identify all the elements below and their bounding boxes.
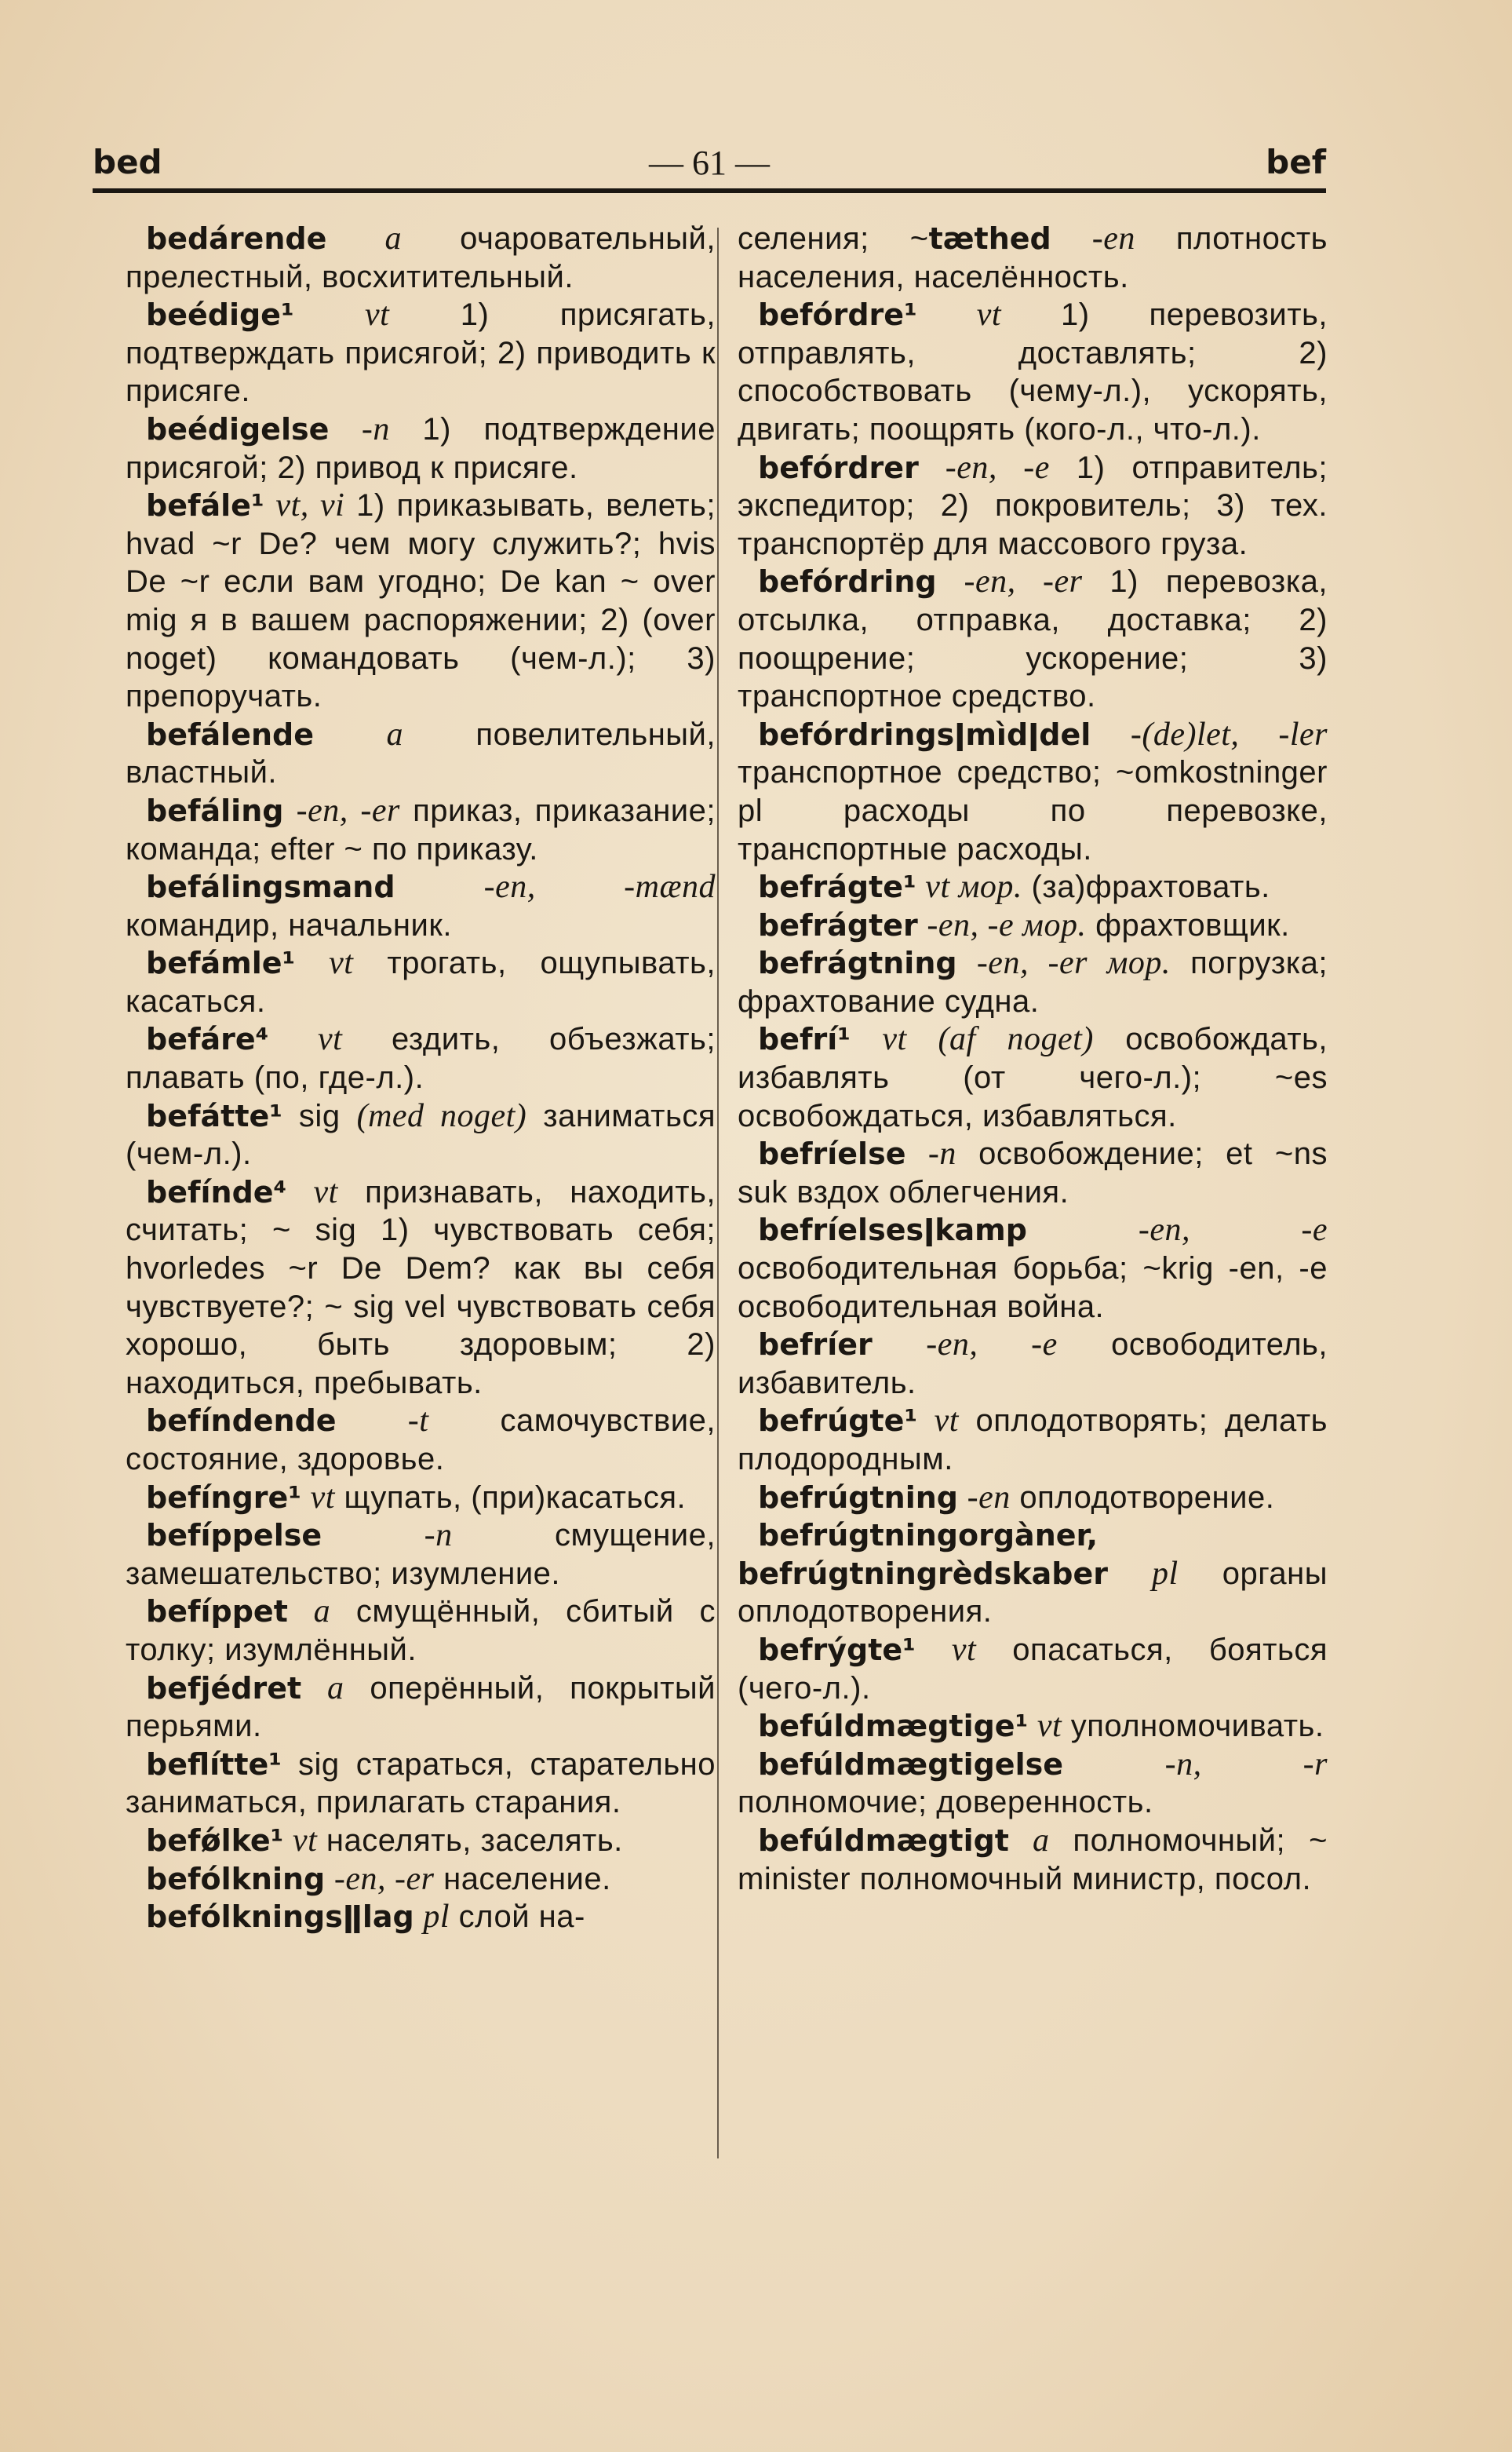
dictionary-entry: befínde⁴ vt признавать, находить, считать; ~ sig 1) чувствовать себя; hvorledes ~r De Dem? как вы себя чувствуете?; ~ sig vel чувствовать себя хорошо, быть здоровым; 2) находиться, пребывать. bbox=[126, 1173, 716, 1400]
entry-headword: beédigelse bbox=[146, 411, 330, 447]
entry-headword: befíngre¹ bbox=[146, 1480, 301, 1515]
grammar-label: -en, -er мор. bbox=[976, 945, 1171, 982]
dictionary-entry: befrágter -en, -e мор. фрахтовщик. bbox=[758, 907, 1290, 943]
grammar-label: -en, -er bbox=[296, 792, 400, 829]
dictionary-entry: befúldmægtigt a полномочный; ~ minister полномочный министр, посол. bbox=[738, 1822, 1328, 1896]
entry-headword: beflítte¹ bbox=[146, 1746, 282, 1782]
entry-headword: befálingsmand bbox=[146, 870, 395, 905]
dictionary-entry: befrýgte¹ vt опасаться, бояться (чего-л.). bbox=[738, 1631, 1328, 1706]
entry-headword: befjédret bbox=[146, 1670, 302, 1706]
entry-headword: befíndende bbox=[146, 1403, 337, 1439]
grammar-label: pl bbox=[1152, 1555, 1179, 1592]
entry-headword: bedárende bbox=[146, 221, 327, 256]
entry-headword: befrí¹ bbox=[758, 1022, 851, 1057]
entry-headword: befrýgte¹ bbox=[758, 1632, 916, 1667]
grammar-label: -en bbox=[1091, 221, 1135, 257]
grammar-label: vt bbox=[1037, 1708, 1062, 1745]
grammar-label: vt (af noget) bbox=[882, 1021, 1094, 1058]
entry-headword: befrágte¹ bbox=[758, 870, 916, 905]
entry-headword: befríelse bbox=[758, 1137, 906, 1172]
grammar-label: -n bbox=[424, 1517, 453, 1554]
dictionary-entry: befríelse -n освобождение; et ~ns suk вздох облегчения. bbox=[738, 1136, 1328, 1210]
dictionary-entry: befíppet a смущённый, сбитый с толку; изумлённый. bbox=[126, 1593, 716, 1667]
grammar-label: vt bbox=[310, 1479, 335, 1516]
entry-headword: befáre⁴ bbox=[146, 1022, 269, 1057]
dictionary-entry: befrágtning -en, -er мор. погрузка; фрахтование судна. bbox=[738, 945, 1328, 1019]
dictionary-entry: befórdre¹ vt 1) перевозить, отправлять, доставлять; 2) способствовать (чему-л.), ускорять, двигать; поощрять (кого-л., что-л.). bbox=[738, 297, 1328, 447]
entry-headword: befínde⁴ bbox=[146, 1174, 287, 1210]
dictionary-entry: befjédret a оперённый, покрытый перьями. bbox=[126, 1669, 716, 1744]
dictionary-entry: befále¹ vt, vi 1) приказывать, велеть; hvad ~r De? чем могу служить?; hvis De ~r если вам угодно; De kan ~ over mig я в вашем распоряжении; 2) (over noget) командовать (чем-л.); 3) препоручать. bbox=[126, 487, 716, 714]
entry-headword: befále¹ bbox=[146, 488, 264, 524]
grammar-label: -en, -er bbox=[333, 1860, 435, 1897]
entry-headword: befólkningsǁlag bbox=[146, 1899, 414, 1935]
header-right-guide-word: bef bbox=[1266, 143, 1326, 181]
grammar-label: a bbox=[327, 1669, 344, 1706]
dictionary-entry: befólkningsǁlag pl слой на- bbox=[146, 1899, 585, 1936]
entry-headword: befólkning bbox=[146, 1861, 326, 1896]
grammar-label: -en, -mænd bbox=[483, 869, 716, 906]
grammar-label: a bbox=[1032, 1822, 1050, 1859]
dictionary-entry: befíndende -t самочувствие, состояние, здоровье. bbox=[126, 1403, 716, 1476]
dictionary-entry: befórdrer -en, -e 1) отправитель; экспедитор; 2) покровитель; 3) тех. транспортёр для массового груза. bbox=[738, 449, 1328, 561]
entry-headword: befórdrer bbox=[758, 450, 919, 485]
grammar-label: -n bbox=[361, 410, 390, 447]
entry-headword: befríer bbox=[758, 1327, 873, 1363]
entry-headword: befúldmægtigelse bbox=[758, 1746, 1063, 1782]
entry-headword: befátte¹ bbox=[146, 1098, 282, 1133]
grammar-label: -n bbox=[927, 1136, 956, 1173]
dictionary-entry: befríer -en, -e освободитель, избавитель. bbox=[738, 1326, 1328, 1400]
grammar-label: vt bbox=[329, 945, 354, 982]
grammar-label: vt мор. bbox=[925, 869, 1022, 906]
dictionary-entry: befátte¹ sig (med noget) заниматься (чем-л.). bbox=[126, 1097, 716, 1172]
right-column bbox=[738, 220, 1328, 1898]
dictionary-entry: beflítte¹ sig стараться, старательно заниматься, прилагать старания. bbox=[126, 1746, 716, 1820]
dictionary-entry: befrúgtningorgàner, befrúgtningrèdskaber pl органы оплодотворения. bbox=[738, 1518, 1328, 1629]
column-divider bbox=[717, 228, 719, 2158]
grammar-label: a bbox=[386, 716, 403, 753]
dictionary-entry: beédige¹ vt 1) присягать, подтверждать присягой; 2) приводить к присяге. bbox=[126, 297, 716, 409]
entry-headword: befíppet bbox=[146, 1594, 288, 1629]
dictionary-entry: befálende a повелительный, властный. bbox=[126, 716, 716, 790]
entry-headword: befrúgtning bbox=[758, 1480, 958, 1515]
grammar-label: vt bbox=[934, 1403, 959, 1439]
grammar-label: -en, -e bbox=[1138, 1212, 1328, 1249]
entry-headword: beédige¹ bbox=[146, 297, 294, 333]
grammar-label: -en, -e bbox=[945, 449, 1050, 486]
dictionary-entry: befrúgte¹ vt оплодотворять; делать плодородным. bbox=[738, 1403, 1328, 1476]
dictionary-entry: селения; ~tæthed -en плотность населения, населённость. bbox=[738, 221, 1328, 294]
dictionary-entry: befrí¹ vt (af noget) освобождать, избавлять (от чего-л.); ~es освобождаться, избавляться. bbox=[738, 1021, 1328, 1133]
dictionary-entry: befámle¹ vt трогать, ощупывать, касаться. bbox=[126, 945, 716, 1019]
entry-headword: befrágtning bbox=[758, 946, 957, 981]
dictionary-entry: beédigelse -n 1) подтверждение присягой; 2) привод к присяге. bbox=[126, 410, 716, 485]
header-rule bbox=[93, 188, 1326, 193]
dictionary-entry: befíngre¹ vt щупать, (при)касаться. bbox=[146, 1479, 687, 1516]
dictionary-entry: befáre⁴ vt ездить, объезжать; плавать (по, где-л.). bbox=[126, 1021, 716, 1096]
grammar-label: pl bbox=[423, 1899, 450, 1936]
grammar-label: -(de)let, -ler bbox=[1130, 716, 1328, 753]
grammar-label: vt bbox=[365, 297, 390, 334]
dictionary-entry: befrágte¹ vt мор. (за)фрахтовать. bbox=[758, 869, 1270, 906]
dictionary-entry: befálingsmand -en, -mænd командир, начальник. bbox=[126, 869, 716, 943]
grammar-label: -en, -e bbox=[926, 1326, 1058, 1363]
entry-headword: tæthed bbox=[928, 221, 1051, 256]
entry-headword: befíppelse bbox=[146, 1518, 322, 1553]
header-left-guide-word: bed bbox=[93, 143, 162, 181]
entry-headword: befálende bbox=[146, 717, 314, 752]
left-column bbox=[126, 220, 716, 1936]
dictionary-entry: befúldmægtige¹ vt уполномочивать. bbox=[758, 1708, 1324, 1745]
grammar-label: -en bbox=[967, 1479, 1011, 1516]
dictionary-entry: befórdring -en, -er 1) перевозка, отсылка, отправка, доставка; 2) поощрение; ускорение; 3) транспортное средство. bbox=[738, 564, 1328, 714]
grammar-label: vt, vi bbox=[275, 487, 345, 524]
entry-headword: befórdre¹ bbox=[758, 297, 917, 333]
grammar-label: -t bbox=[407, 1403, 429, 1439]
dictionary-entry: befríelsesǀkamp -en, -e освободительная борьба; ~krig -en, -e освободительная война. bbox=[738, 1212, 1328, 1324]
grammar-label: a bbox=[313, 1593, 331, 1630]
page-number: — 61 — bbox=[649, 144, 770, 182]
dictionary-entry: befíppelse -n смущение, замешательство; изумление. bbox=[126, 1517, 716, 1591]
running-header bbox=[93, 143, 1326, 188]
entry-headword: befórdringsǀmìdǀdel bbox=[758, 717, 1091, 752]
dictionary-entry: befǿlke¹ vt населять, заселять. bbox=[146, 1822, 623, 1859]
entry-headword: befáling bbox=[146, 793, 284, 828]
entry-headword: befúldmægtige¹ bbox=[758, 1709, 1029, 1744]
grammar-label: vt bbox=[292, 1822, 318, 1859]
grammar-label: vt bbox=[313, 1173, 338, 1210]
entry-headword: befǿlke¹ bbox=[146, 1823, 284, 1858]
grammar-label: (med noget) bbox=[356, 1097, 527, 1134]
dictionary-entry: befáling -en, -er приказ, приказание; команда; efter ~ по приказу. bbox=[126, 792, 716, 867]
grammar-label: a bbox=[384, 221, 402, 257]
entry-headword: befrúgte¹ bbox=[758, 1403, 918, 1439]
dictionary-entry: befrúgtning -en оплодотворение. bbox=[758, 1479, 1275, 1516]
entry-headword: befrágter bbox=[758, 907, 918, 943]
grammar-label: vt bbox=[951, 1631, 977, 1668]
dictionary-entry: befúldmægtigelse -n, -r полномочие; доверенность. bbox=[738, 1746, 1328, 1820]
entry-headword: befrúgtningorgàner, befrúgtningrèdskaber bbox=[738, 1518, 1108, 1591]
grammar-label: -en, -e мор. bbox=[927, 907, 1087, 943]
dictionary-entry: bedárende a очаровательный, прелестный, восхитительный. bbox=[126, 221, 716, 294]
dictionary-entry: befólkning -en, -er население. bbox=[146, 1860, 611, 1897]
grammar-label: -en, -er bbox=[964, 564, 1083, 600]
entry-headword: befórdring bbox=[758, 564, 937, 600]
grammar-label: -n, -r bbox=[1164, 1746, 1328, 1782]
dictionary-entry: befórdringsǀmìdǀdel -(de)let, -ler транспортное средство; ~omkostninger pl расходы по перевозке, транспортные расходы. bbox=[738, 716, 1328, 867]
grammar-label: vt bbox=[976, 297, 1002, 334]
entry-headword: befríelsesǀkamp bbox=[758, 1213, 1027, 1248]
grammar-label: vt bbox=[318, 1021, 343, 1058]
entry-headword: befúldmægtigt bbox=[758, 1823, 1009, 1858]
entry-headword: befámle¹ bbox=[146, 946, 296, 981]
